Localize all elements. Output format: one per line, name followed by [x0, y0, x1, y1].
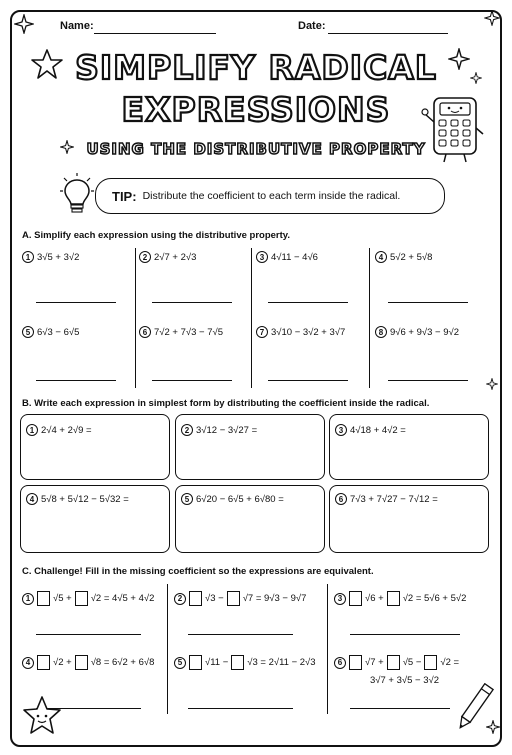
problem-c3 [334, 591, 466, 606]
blank-box[interactable] [387, 655, 400, 670]
problem-expression: √2 = [440, 657, 460, 668]
pencil-icon [452, 680, 496, 736]
answer-line[interactable] [152, 380, 232, 381]
problem-a2 [139, 251, 196, 263]
problem-expression: 7√3 + 7√27 − 7√12 = [350, 493, 438, 505]
problem-number: 5 [22, 326, 34, 338]
section-b-heading: B. Write each expression in simplest form by distributing the coefficient inside the radical. [22, 398, 430, 409]
section-c-heading: C. Challenge! Fill in the missing coefficient so the expressions are equivalent. [22, 566, 374, 577]
title-subtitle: USING THE DISTRIBUTIVE PROPERTY [86, 140, 426, 158]
problem-number: 6 [139, 326, 151, 338]
problem-number: 5 [181, 493, 193, 505]
problem-number: 4 [26, 493, 38, 505]
problem-expression: 3√10 − 3√2 + 3√7 [271, 326, 346, 338]
problem-expression: 5√8 + 5√12 − 5√32 = [41, 493, 129, 505]
star-icon [14, 14, 34, 34]
blank-box[interactable] [231, 655, 244, 670]
problem-a7 [256, 326, 345, 338]
problem-number: 3 [256, 251, 268, 263]
blank-box[interactable] [37, 655, 50, 670]
problem-number: 1 [26, 424, 38, 436]
blank-box[interactable] [349, 591, 362, 606]
answer-line[interactable] [36, 634, 141, 635]
answer-line[interactable] [268, 380, 348, 381]
problem-expression: √7 = 9√3 − 9√7 [242, 593, 307, 604]
problem-a6 [139, 326, 223, 338]
problem-expression: √11 − [205, 657, 229, 668]
problem-expression: 2√7 + 2√3 [154, 251, 197, 263]
problem-expression: 9√6 + 9√3 − 9√2 [390, 326, 459, 338]
problem-expression: √2 = 4√5 + 4√2 [90, 593, 155, 604]
problem-number: 6 [335, 493, 347, 505]
divider [251, 248, 252, 388]
blank-box[interactable] [75, 655, 88, 670]
problem-number: 5 [174, 657, 186, 669]
divider [167, 584, 168, 714]
date-label: Date: [298, 20, 326, 32]
problem-a8 [375, 326, 459, 338]
answer-line[interactable] [350, 634, 460, 635]
problem-expression: √5 − [402, 657, 422, 668]
tip-box [95, 178, 445, 214]
tip-label: TIP: [112, 188, 137, 204]
blank-box[interactable] [37, 591, 50, 606]
problem-a3 [256, 251, 318, 263]
problem-expression: 3√5 + 3√2 [37, 251, 80, 263]
problem-a1 [22, 251, 79, 263]
divider [369, 248, 370, 388]
blank-box[interactable] [387, 591, 400, 606]
problem-c6-line2: 3√7 + 3√5 − 3√2 [370, 675, 439, 686]
answer-line[interactable] [268, 302, 348, 303]
problem-expression: 7√2 + 7√3 − 7√5 [154, 326, 223, 338]
problem-expression: √6 + [365, 593, 384, 604]
problem-expression: √5 + [53, 593, 72, 604]
blank-box[interactable] [189, 655, 202, 670]
answer-line[interactable] [388, 302, 468, 303]
title-line2: EXPRESSIONS [121, 90, 391, 129]
divider [327, 584, 328, 714]
blank-box[interactable] [349, 655, 362, 670]
problem-expression: 6√3 − 6√5 [37, 326, 80, 338]
problem-b5 [181, 493, 284, 505]
divider [135, 248, 136, 388]
problem-number: 2 [181, 424, 193, 436]
blank-box[interactable] [424, 655, 437, 670]
problem-number: 8 [375, 326, 387, 338]
problem-number: 1 [22, 251, 34, 263]
problem-expression: √3 = 2√11 − 2√3 [247, 657, 316, 668]
section-a-heading: A. Simplify each expression using the distributive property. [22, 230, 290, 241]
answer-line[interactable] [188, 634, 293, 635]
name-field[interactable] [94, 33, 216, 34]
problem-b6 [335, 493, 438, 505]
problem-b1 [26, 424, 92, 436]
answer-line[interactable] [36, 380, 116, 381]
problem-c1 [22, 591, 154, 606]
blank-box[interactable] [189, 591, 202, 606]
problem-number: 3 [334, 593, 346, 605]
tip-text: Distribute the coefficient to each term inside the radical. [142, 190, 401, 202]
problem-a4 [375, 251, 432, 263]
problem-b3 [335, 424, 406, 436]
calculator-mascot-icon [420, 92, 490, 164]
smiling-star-icon [20, 694, 64, 738]
title-line1: SIMPLIFY RADICAL [75, 48, 437, 87]
date-field[interactable] [328, 33, 448, 34]
problem-number: 1 [22, 593, 34, 605]
answer-line[interactable] [36, 302, 116, 303]
problem-expression: √2 = 5√6 + 5√2 [402, 593, 467, 604]
name-label: Name: [60, 20, 94, 32]
problem-number: 2 [139, 251, 151, 263]
problem-c2 [174, 591, 306, 606]
problem-expression: √2 + [53, 657, 72, 668]
problem-number: 2 [174, 593, 186, 605]
problem-number: 7 [256, 326, 268, 338]
problem-b4 [26, 493, 129, 505]
problem-c4 [22, 655, 154, 670]
problem-c5 [174, 655, 316, 670]
answer-line[interactable] [188, 708, 293, 709]
blank-box[interactable] [75, 591, 88, 606]
blank-box[interactable] [227, 591, 240, 606]
problem-expression: 3√12 − 3√27 = [196, 424, 258, 436]
problem-expression: 6√20 − 6√5 + 6√80 = [196, 493, 284, 505]
sparkle-icon [486, 378, 498, 390]
answer-line[interactable] [350, 708, 450, 709]
problem-b2 [181, 424, 257, 436]
answer-line[interactable] [152, 302, 232, 303]
problem-number: 6 [334, 657, 346, 669]
lightbulb-icon [60, 172, 94, 218]
problem-expression: 2√4 + 2√9 = [41, 424, 92, 436]
problem-number: 4 [22, 657, 34, 669]
problem-expression: √8 = 6√2 + 6√8 [90, 657, 155, 668]
problem-expression: 4√11 − 4√6 [271, 251, 318, 263]
problem-expression: 4√18 + 4√2 = [350, 424, 406, 436]
problem-number: 4 [375, 251, 387, 263]
problem-a5 [22, 326, 79, 338]
sparkle-icon [484, 10, 500, 26]
problem-expression: √3 − [205, 593, 224, 604]
problem-number: 3 [335, 424, 347, 436]
problem-expression: 5√2 + 5√8 [390, 251, 433, 263]
answer-line[interactable] [388, 380, 468, 381]
problem-c6 [334, 655, 459, 670]
problem-expression: √7 + [365, 657, 384, 668]
